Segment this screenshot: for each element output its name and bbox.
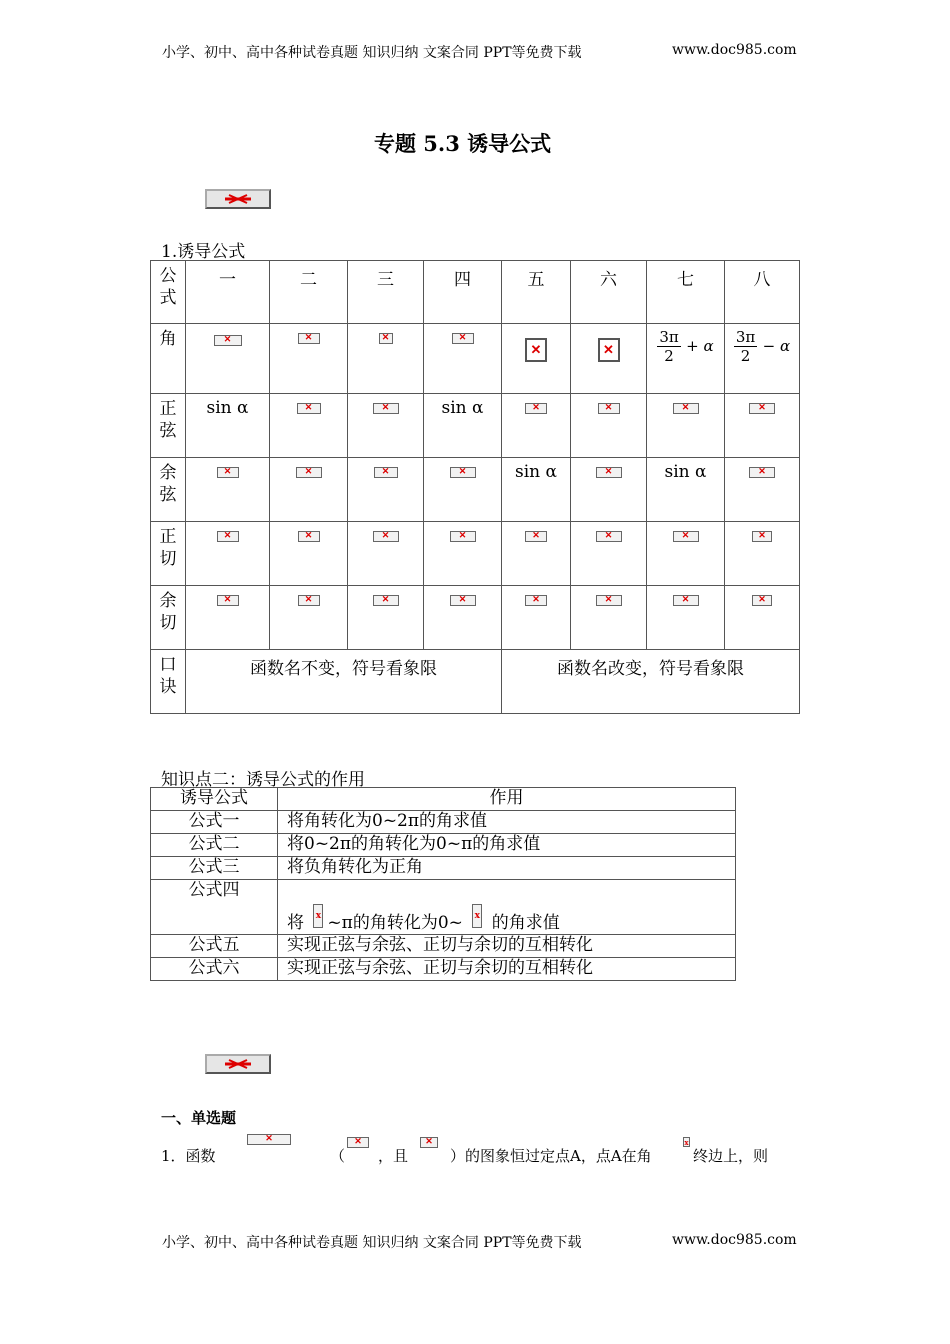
page-header xyxy=(162,42,582,62)
table-cell xyxy=(725,458,800,522)
formula-use: 实现正弦与余弦、正切与余切的互相转化 xyxy=(278,958,736,981)
table-cell xyxy=(571,522,647,586)
col-header: 二 xyxy=(270,261,348,324)
broken-image-icon: ✕ xyxy=(217,531,239,542)
mnemonic-right: 函数名改变，符号看象限 xyxy=(502,650,800,714)
table-cell xyxy=(571,586,647,650)
minus-alpha: − α xyxy=(762,337,791,355)
broken-image-icon: ✕ xyxy=(347,1137,369,1148)
table-row xyxy=(151,935,736,958)
question-tail: 终边上，则 xyxy=(693,1147,769,1165)
col-header: 一 xyxy=(186,261,270,324)
broken-image-icon: ✕ xyxy=(214,335,242,346)
table-cell xyxy=(502,522,571,586)
broken-image-icon: ✕ xyxy=(297,403,321,414)
broken-image-icon: ✕ xyxy=(296,467,322,478)
table-cell xyxy=(270,586,348,650)
broken-image-banner xyxy=(205,1054,271,1074)
table-cell xyxy=(424,522,502,586)
question-number: 1．函数 xyxy=(161,1147,216,1165)
broken-image-banner xyxy=(205,189,271,209)
broken-image-icon: ✕ xyxy=(373,531,399,542)
broken-image-icon: ✕ xyxy=(596,531,622,542)
induction-formula-table xyxy=(150,260,800,714)
header-site-link[interactable]: www.doc985.com xyxy=(672,42,797,58)
table-header-row xyxy=(151,788,736,811)
fraction-3pi-over-2: $\frac{3\pi}{2}$ xyxy=(735,328,756,365)
col-header: 五 xyxy=(502,261,571,324)
formula-name: 公式六 xyxy=(151,958,278,981)
broken-image-icon: ✕ xyxy=(452,333,474,344)
broken-image-icon: ✕ xyxy=(217,467,239,478)
broken-image-icon: x xyxy=(684,1137,689,1147)
row-label: 正切 xyxy=(151,522,186,586)
table-row xyxy=(151,522,800,586)
table-cell xyxy=(424,324,502,394)
broken-image-icon: ✕ xyxy=(298,595,320,606)
table-cell xyxy=(348,522,424,586)
broken-image-icon: ✕ xyxy=(247,1134,291,1145)
table-row xyxy=(151,880,736,935)
broken-image-icon: ✕ xyxy=(749,403,775,414)
broken-image-icon: ✕ xyxy=(525,531,547,542)
broken-image-icon: ✕ xyxy=(673,595,699,606)
broken-image-icon: ✕ xyxy=(450,467,476,478)
table-cell xyxy=(270,324,348,394)
table-cell xyxy=(725,586,800,650)
formula-use: 将0~2π的角转化为0~π的角求值 xyxy=(278,834,736,857)
row-label: 余弦 xyxy=(151,458,186,522)
table-row xyxy=(151,958,736,981)
table-row xyxy=(151,834,736,857)
broken-image-icon: ✕ xyxy=(525,403,547,414)
section-label-single-choice: 一、单选题 xyxy=(161,1109,237,1127)
col-header: 六 xyxy=(571,261,647,324)
corner-cell: 公式 xyxy=(151,261,186,324)
table-cell xyxy=(186,324,270,394)
table-cell xyxy=(725,324,800,394)
table-cell xyxy=(348,394,424,458)
table-cell xyxy=(725,394,800,458)
formula-use: 将角转化为0~2π的角求值 xyxy=(278,811,736,834)
table-cell xyxy=(270,394,348,458)
formula-usage-table xyxy=(150,787,736,981)
table-cell xyxy=(186,522,270,586)
broken-image-icon: x xyxy=(313,904,323,928)
broken-image-icon: ✕ xyxy=(298,531,320,542)
page-footer: 小学、初中、高中各种试卷真题 知识归纳 文案合同 PPT等免费下载 xyxy=(162,1235,582,1251)
col-header: 作用 xyxy=(278,788,736,811)
broken-image-icon: ✕ xyxy=(450,531,476,542)
broken-image-icon: ✕ xyxy=(596,595,622,606)
table-cell xyxy=(647,394,725,458)
table-row xyxy=(151,458,800,522)
broken-image-icon: x xyxy=(472,904,482,928)
table-cell xyxy=(502,394,571,458)
table-row xyxy=(151,586,800,650)
table-cell xyxy=(424,458,502,522)
table-row xyxy=(151,857,736,880)
formula-name: 公式四 xyxy=(151,880,278,935)
table-cell xyxy=(348,586,424,650)
table-header-row xyxy=(151,261,800,324)
table-cell xyxy=(186,586,270,650)
formula-name: 公式五 xyxy=(151,935,278,958)
broken-image-icon xyxy=(207,1056,269,1072)
broken-image-icon: ✕ xyxy=(598,403,620,414)
formula-name: 公式二 xyxy=(151,834,278,857)
broken-image-icon: ✕ xyxy=(420,1137,438,1148)
table-row xyxy=(151,324,800,394)
row-label: 口诀 xyxy=(151,650,186,714)
table-cell: sin α xyxy=(502,458,571,522)
broken-image-icon: ✕ xyxy=(596,467,622,478)
col-header: 四 xyxy=(424,261,502,324)
broken-image-icon: ✕ xyxy=(673,531,699,542)
table-row xyxy=(151,394,800,458)
page-title: 专题 5.3 诱导公式 xyxy=(374,131,552,156)
section-label-usage: 知识点二：诱导公式的作用 xyxy=(161,770,365,790)
broken-image-icon: ✕ xyxy=(298,333,320,344)
table-cell xyxy=(270,458,348,522)
section-label-formulas: 1.诱导公式 xyxy=(161,242,246,262)
mnemonic-row xyxy=(151,650,800,714)
broken-image-icon: ✕ xyxy=(752,595,772,606)
broken-image-icon: ✕ xyxy=(450,595,476,606)
row-label: 正弦 xyxy=(151,394,186,458)
table-cell xyxy=(647,324,725,394)
formula-use: 将 x ~π的角转化为0~ x 的角求值 xyxy=(278,880,736,935)
broken-image-icon: ✕ xyxy=(673,403,699,414)
broken-image-icon: ✕ xyxy=(373,403,399,414)
table-cell xyxy=(502,586,571,650)
table-cell xyxy=(348,324,424,394)
broken-image-icon: ✕ xyxy=(374,467,398,478)
table-cell xyxy=(647,522,725,586)
broken-image-icon xyxy=(207,191,269,207)
table-cell: sin α xyxy=(647,458,725,522)
table-cell xyxy=(725,522,800,586)
formula-name: 公式一 xyxy=(151,811,278,834)
table-row xyxy=(151,811,736,834)
broken-image-icon: ✕ xyxy=(598,338,620,362)
row-label: 余切 xyxy=(151,586,186,650)
broken-image-icon: ✕ xyxy=(379,333,393,344)
table-cell xyxy=(186,458,270,522)
table-cell: sin α xyxy=(186,394,270,458)
table-cell xyxy=(424,586,502,650)
table-cell xyxy=(270,522,348,586)
table-cell xyxy=(502,324,571,394)
table-cell xyxy=(571,394,647,458)
broken-image-icon: ✕ xyxy=(373,595,399,606)
col-header: 诱导公式 xyxy=(151,788,278,811)
col-header: 七 xyxy=(647,261,725,324)
table-cell xyxy=(571,458,647,522)
table-cell: sin α xyxy=(424,394,502,458)
formula-use: 将负角转化为正角 xyxy=(278,857,736,880)
header-text: 小学、初中、高中各种试卷真题 知识归纳 文案合同 PPT等免费下载 xyxy=(162,45,582,61)
table-cell xyxy=(348,458,424,522)
col-header: 八 xyxy=(725,261,800,324)
broken-image-icon: ✕ xyxy=(217,595,239,606)
broken-image-icon: ✕ xyxy=(752,531,772,542)
footer-site-link[interactable]: www.doc985.com xyxy=(672,1232,797,1248)
plus-alpha: + α xyxy=(686,337,714,355)
fraction-3pi-over-2: $\frac{3\pi}{2}$ xyxy=(659,328,679,365)
question-text: ）的图象恒过定点A，点A在角 xyxy=(450,1147,652,1165)
formula-name: 公式三 xyxy=(151,857,278,880)
col-header: 三 xyxy=(348,261,424,324)
question-paren-open: （ xyxy=(330,1147,346,1165)
table-cell xyxy=(647,586,725,650)
broken-image-icon: ✕ xyxy=(525,338,547,362)
question-comma-and: ，且 xyxy=(378,1147,409,1165)
table-cell xyxy=(571,324,647,394)
row-label: 角 xyxy=(151,324,186,394)
mnemonic-left: 函数名不变，符号看象限 xyxy=(186,650,502,714)
formula-use: 实现正弦与余弦、正切与余切的互相转化 xyxy=(278,935,736,958)
broken-image-icon: ✕ xyxy=(749,467,775,478)
broken-image-icon: ✕ xyxy=(525,595,547,606)
